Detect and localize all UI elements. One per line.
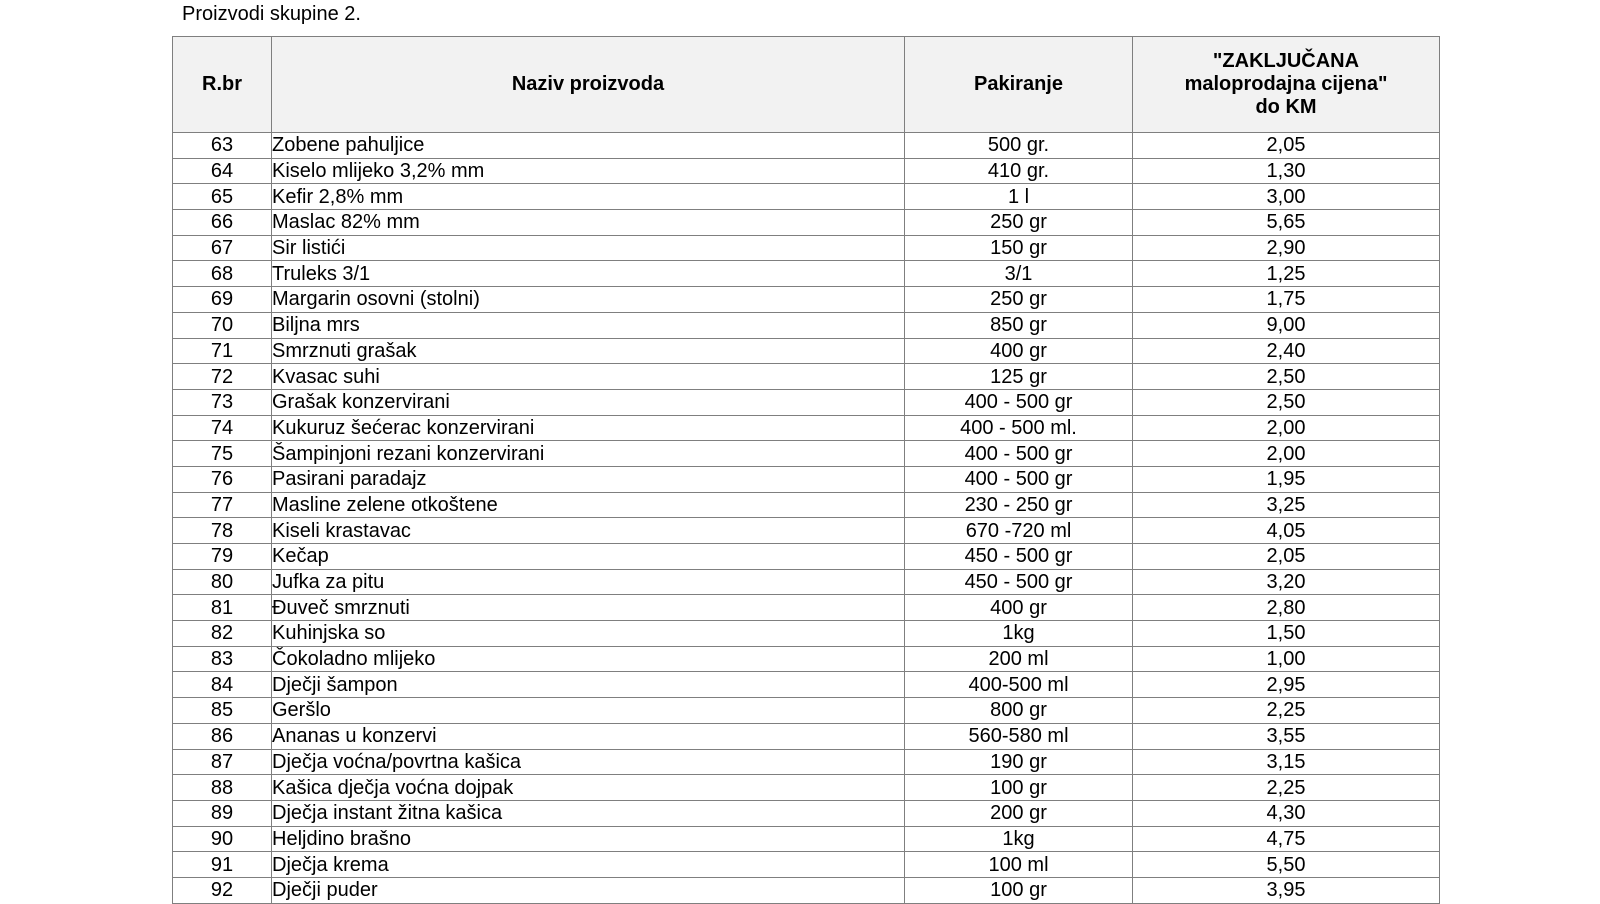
- cell-product-name: Smrznuti grašak: [272, 338, 905, 364]
- cell-price: 3,95: [1133, 877, 1440, 903]
- cell-price: 1,00: [1133, 646, 1440, 672]
- cell-price: 3,15: [1133, 749, 1440, 775]
- cell-price: 5,65: [1133, 210, 1440, 236]
- cell-product-name: Ananas u konzervi: [272, 723, 905, 749]
- cell-rbr: 81: [173, 595, 272, 621]
- cell-packaging: 250 gr: [905, 287, 1133, 313]
- cell-packaging: 450 - 500 gr: [905, 544, 1133, 570]
- table-row: [173, 826, 1440, 852]
- cell-price: 2,95: [1133, 672, 1440, 698]
- cell-rbr: 72: [173, 364, 272, 390]
- cell-packaging: 400 - 500 gr: [905, 466, 1133, 492]
- table-row: [173, 646, 1440, 672]
- cell-price: 2,00: [1133, 415, 1440, 441]
- table-row: [173, 852, 1440, 878]
- cell-rbr: 71: [173, 338, 272, 364]
- cell-product-name: Kefir 2,8% mm: [272, 184, 905, 210]
- products-table: [172, 36, 1440, 904]
- table-row: [173, 518, 1440, 544]
- cell-rbr: 76: [173, 466, 272, 492]
- cell-packaging: 450 - 500 gr: [905, 569, 1133, 595]
- table-caption: Proizvodi skupine 2.: [182, 3, 361, 25]
- cell-product-name: Geršlo: [272, 698, 905, 724]
- cell-rbr: 65: [173, 184, 272, 210]
- cell-price: 2,40: [1133, 338, 1440, 364]
- cell-packaging: 800 gr: [905, 698, 1133, 724]
- cell-price: 3,25: [1133, 492, 1440, 518]
- cell-packaging: 400 - 500 gr: [905, 441, 1133, 467]
- cell-packaging: 100 gr: [905, 877, 1133, 903]
- cell-price: 2,25: [1133, 775, 1440, 801]
- table-row: [173, 569, 1440, 595]
- cell-product-name: Kiseli krastavac: [272, 518, 905, 544]
- cell-rbr: 87: [173, 749, 272, 775]
- cell-rbr: 75: [173, 441, 272, 467]
- cell-rbr: 67: [173, 235, 272, 261]
- cell-packaging: 1kg: [905, 826, 1133, 852]
- cell-packaging: 1kg: [905, 621, 1133, 647]
- cell-packaging: 400 - 500 ml.: [905, 415, 1133, 441]
- cell-price: 1,95: [1133, 466, 1440, 492]
- cell-packaging: 400 gr: [905, 595, 1133, 621]
- cell-rbr: 82: [173, 621, 272, 647]
- cell-rbr: 84: [173, 672, 272, 698]
- cell-packaging: 3/1: [905, 261, 1133, 287]
- cell-product-name: Kiselo mlijeko 3,2% mm: [272, 158, 905, 184]
- cell-product-name: Kvasac suhi: [272, 364, 905, 390]
- cell-product-name: Grašak konzervirani: [272, 389, 905, 415]
- table-row: [173, 698, 1440, 724]
- cell-price: 2,00: [1133, 441, 1440, 467]
- cell-product-name: Sir listići: [272, 235, 905, 261]
- cell-product-name: Maslac 82% mm: [272, 210, 905, 236]
- cell-packaging: 150 gr: [905, 235, 1133, 261]
- cell-packaging: 100 ml: [905, 852, 1133, 878]
- cell-rbr: 66: [173, 210, 272, 236]
- cell-packaging: 100 gr: [905, 775, 1133, 801]
- cell-price: 3,20: [1133, 569, 1440, 595]
- table-row: [173, 158, 1440, 184]
- cell-packaging: 250 gr: [905, 210, 1133, 236]
- table-row: [173, 338, 1440, 364]
- cell-rbr: 86: [173, 723, 272, 749]
- cell-packaging: 560-580 ml: [905, 723, 1133, 749]
- header-packaging: Pakiranje: [905, 37, 1133, 133]
- table-row: [173, 441, 1440, 467]
- cell-price: 3,00: [1133, 184, 1440, 210]
- cell-product-name: Đuveč smrznuti: [272, 595, 905, 621]
- cell-rbr: 80: [173, 569, 272, 595]
- table-row: [173, 749, 1440, 775]
- table-row: [173, 775, 1440, 801]
- cell-product-name: Heljdino brašno: [272, 826, 905, 852]
- cell-product-name: Kukuruz šećerac konzervirani: [272, 415, 905, 441]
- table-body: [173, 133, 1440, 904]
- cell-rbr: 91: [173, 852, 272, 878]
- table-row: [173, 184, 1440, 210]
- cell-rbr: 92: [173, 877, 272, 903]
- cell-rbr: 64: [173, 158, 272, 184]
- cell-packaging: 190 gr: [905, 749, 1133, 775]
- table-row: [173, 312, 1440, 338]
- cell-rbr: 89: [173, 800, 272, 826]
- cell-product-name: Zobene pahuljice: [272, 133, 905, 159]
- cell-product-name: Šampinjoni rezani konzervirani: [272, 441, 905, 467]
- cell-price: 2,05: [1133, 133, 1440, 159]
- table-row: [173, 364, 1440, 390]
- table-row: [173, 466, 1440, 492]
- table-row: [173, 133, 1440, 159]
- cell-product-name: Dječji šampon: [272, 672, 905, 698]
- cell-rbr: 79: [173, 544, 272, 570]
- table-row: [173, 210, 1440, 236]
- cell-product-name: Kečap: [272, 544, 905, 570]
- cell-rbr: 63: [173, 133, 272, 159]
- cell-packaging: 850 gr: [905, 312, 1133, 338]
- header-locked-price: [1133, 37, 1440, 133]
- cell-product-name: Čokoladno mlijeko: [272, 646, 905, 672]
- header-price-line-1: "ZAKLJUČANA: [1212, 50, 1360, 72]
- cell-price: 4,05: [1133, 518, 1440, 544]
- table-header: [173, 37, 1440, 133]
- cell-price: 2,50: [1133, 389, 1440, 415]
- table-row: [173, 287, 1440, 313]
- table-row: [173, 672, 1440, 698]
- cell-product-name: Jufka za pitu: [272, 569, 905, 595]
- cell-price: 5,50: [1133, 852, 1440, 878]
- cell-rbr: 70: [173, 312, 272, 338]
- cell-price: 1,30: [1133, 158, 1440, 184]
- cell-product-name: Truleks 3/1: [272, 261, 905, 287]
- cell-product-name: Margarin osovni (stolni): [272, 287, 905, 313]
- cell-rbr: 78: [173, 518, 272, 544]
- cell-price: 1,75: [1133, 287, 1440, 313]
- cell-price: 1,25: [1133, 261, 1440, 287]
- cell-rbr: 68: [173, 261, 272, 287]
- cell-product-name: Dječja instant žitna kašica: [272, 800, 905, 826]
- cell-rbr: 85: [173, 698, 272, 724]
- cell-packaging: 200 gr: [905, 800, 1133, 826]
- cell-packaging: 400-500 ml: [905, 672, 1133, 698]
- cell-packaging: 410 gr.: [905, 158, 1133, 184]
- cell-packaging: 500 gr.: [905, 133, 1133, 159]
- cell-product-name: Dječja voćna/povrtna kašica: [272, 749, 905, 775]
- table-row: [173, 800, 1440, 826]
- cell-price: 2,90: [1133, 235, 1440, 261]
- cell-price: 4,75: [1133, 826, 1440, 852]
- cell-price: 2,80: [1133, 595, 1440, 621]
- table-row: [173, 415, 1440, 441]
- table-row: [173, 544, 1440, 570]
- cell-packaging: 125 gr: [905, 364, 1133, 390]
- cell-packaging: 400 - 500 gr: [905, 389, 1133, 415]
- cell-price: 2,50: [1133, 364, 1440, 390]
- table-row: [173, 389, 1440, 415]
- table-row: [173, 595, 1440, 621]
- header-row: [173, 37, 1440, 133]
- header-rbr: R.br: [173, 37, 272, 133]
- cell-rbr: 73: [173, 389, 272, 415]
- table-row: [173, 492, 1440, 518]
- header-product-name: Naziv proizvoda: [272, 37, 905, 133]
- table-row: [173, 261, 1440, 287]
- cell-product-name: Masline zelene otkoštene: [272, 492, 905, 518]
- header-price-line-3: do KM: [1255, 96, 1317, 118]
- cell-rbr: 77: [173, 492, 272, 518]
- table-row: [173, 621, 1440, 647]
- cell-price: 4,30: [1133, 800, 1440, 826]
- cell-product-name: Kuhinjska so: [272, 621, 905, 647]
- cell-price: 1,50: [1133, 621, 1440, 647]
- table-row: [173, 235, 1440, 261]
- cell-price: 2,05: [1133, 544, 1440, 570]
- cell-product-name: Dječji puder: [272, 877, 905, 903]
- cell-product-name: Pasirani paradajz: [272, 466, 905, 492]
- cell-product-name: Dječja krema: [272, 852, 905, 878]
- table-row: [173, 723, 1440, 749]
- cell-rbr: 74: [173, 415, 272, 441]
- cell-rbr: 83: [173, 646, 272, 672]
- cell-packaging: 1 l: [905, 184, 1133, 210]
- cell-packaging: 230 - 250 gr: [905, 492, 1133, 518]
- cell-packaging: 670 -720 ml: [905, 518, 1133, 544]
- header-price-line-2: maloprodajna cijena": [1184, 73, 1388, 95]
- cell-packaging: 200 ml: [905, 646, 1133, 672]
- cell-price: 3,55: [1133, 723, 1440, 749]
- cell-price: 2,25: [1133, 698, 1440, 724]
- cell-rbr: 90: [173, 826, 272, 852]
- cell-packaging: 400 gr: [905, 338, 1133, 364]
- table-row: [173, 877, 1440, 903]
- cell-product-name: Biljna mrs: [272, 312, 905, 338]
- cell-rbr: 69: [173, 287, 272, 313]
- cell-price: 9,00: [1133, 312, 1440, 338]
- cell-rbr: 88: [173, 775, 272, 801]
- cell-product-name: Kašica dječja voćna dojpak: [272, 775, 905, 801]
